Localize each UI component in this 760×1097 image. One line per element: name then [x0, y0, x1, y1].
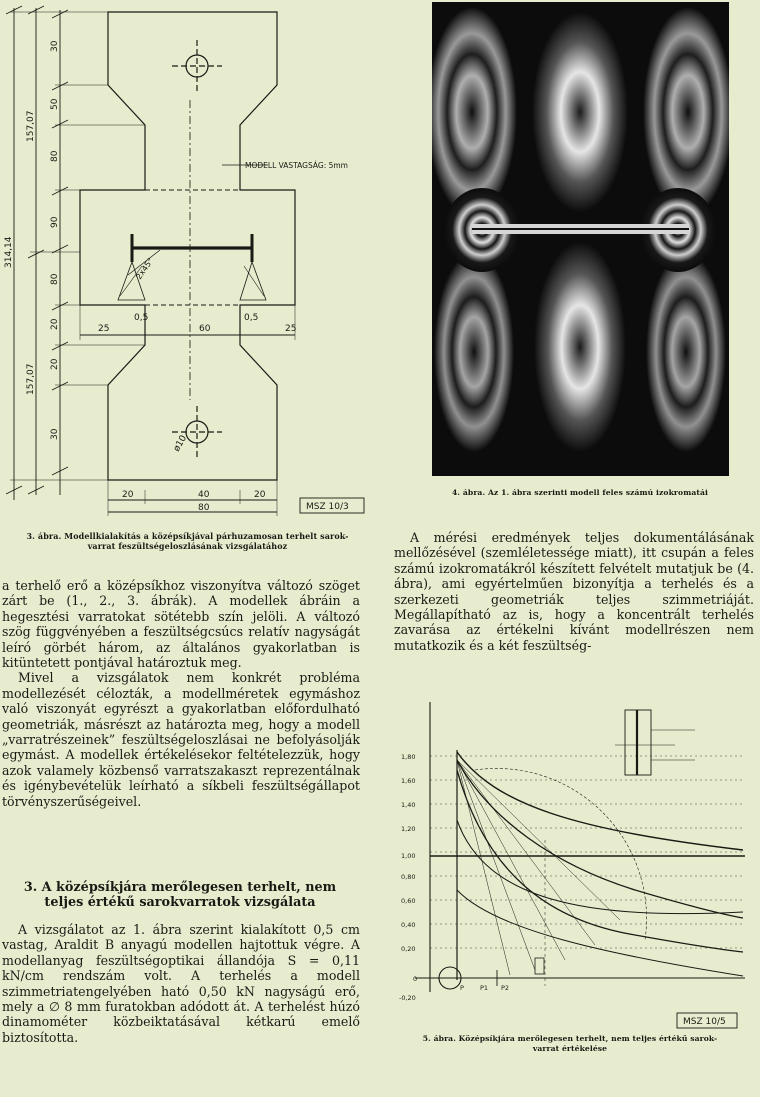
point-p: P: [460, 984, 464, 992]
dim-60-label: 60: [199, 324, 211, 334]
figure-4-photo: [432, 2, 729, 476]
dim-20-mid-label: 20: [50, 358, 60, 370]
figure-5-caption: 5. ábra. Középsíkjára merőlegesen terhelt, nem teljes értékű sarok- varrat értékelése: [422, 1034, 718, 1053]
figure-3-caption: 3. ábra. Modellkialakítás a középsíkjával párhuzamosan terhelt sarok- varrat feszültségeloszlásának vizsgálatához: [26, 531, 349, 551]
y-tick-8: 0,40: [401, 921, 416, 929]
y-tick-11: -0,20: [399, 994, 416, 1002]
dim-bottom-20b-label: 20: [254, 490, 266, 500]
y-tick-3: 1,40: [401, 801, 416, 809]
y-tick-9: 0,20: [401, 945, 416, 953]
y-tick-10: 0: [413, 975, 418, 983]
dim-25-left-label: 25: [98, 324, 110, 334]
point-p2: P2: [501, 984, 510, 992]
dim-25-right-label: 25: [285, 324, 297, 334]
dim-90-label: 90: [50, 216, 60, 228]
dim-80-lower-label: 80: [50, 273, 60, 285]
paragraph-2: Mivel a vizsgálatok nem konkrét probléma modellezését célozták, a modellméretek egymáshoz való viszonyát egyrészt a gyakorlatban előfordulható geometriák, másrészt az határozta meg, hogy a modell „varratrészeinek” feszültségeloszlásai ne befolyásolják egymást. A modellek értékelésekor feltételezzük, hogy azok valamely közbenső varratszakaszt reprezentálnak és igénybevételük leírható a síkbeli feszültségállapot törvényszerűségeivel.: [2, 670, 360, 809]
paragraph-1: a terhelő erő a középsíkhoz viszonyítva változó szöget zárt be (1., 2., 3. ábrák). A modellek ábráin a hegesztési varratokat sötétebb szín jelöli. A változó szög függvényében a feszültségcsúcs relatív nagyságát leíró görbét három, az általános gyakorlatban is kitüntetett pontjával határoztuk meg.: [2, 578, 360, 671]
paragraph-4: A mérési eredmények teljes dokumentálásának mellőzésével (szemléletessége miatt), itt csupán a feles számú izokromatákról készített felvételt mutatjuk be (4. ábra), ami egyértelműen bizonyítja a terhelés és a szerkezeti geometriák teljes szimmetriáját. Megállapítható az is, hogy a koncentrált terhelés zavarása az értékelni kívánt modellrészen nem mutatkozik és a két feszültség-: [394, 530, 754, 653]
dim-05-right-label: 0,5: [244, 313, 259, 323]
paragraph-3: A vizsgálatot az 1. ábra szerint kialakított 0,5 cm vastag, Araldit B anyagú modellen hajtottuk végre. A modellanyag feszültségoptikai állandója S = 0,11 kN/cm rendszám volt. A terhelés a modell szimmetriatengelyében ható 0,50 kN nagyságú erő, mely a ∅ 8 mm furatokban adódott át. A terhelést húzó dinamométer közbeiktatásával kétkarú emelő biztosította.: [2, 922, 360, 1045]
figure-5-diagram: [385, 690, 755, 1035]
curve-1: [457, 752, 743, 850]
figure-3-stamp: MSZ 10/3: [306, 502, 349, 512]
y-tick-7: 0,60: [401, 897, 416, 905]
curve-4: [457, 820, 743, 914]
y-tick-5: 1,00: [401, 852, 416, 860]
figure-3-drawing: [0, 0, 375, 525]
dim-lower-label: 157,07: [26, 363, 36, 395]
y-tick-4: 1,20: [401, 825, 416, 833]
dim-bottom-80-label: 80: [198, 503, 210, 513]
dim-30-bottom-label: 30: [50, 428, 60, 440]
dim-upper-label: 157,07: [26, 110, 36, 142]
dim-bottom-40-label: 40: [198, 490, 210, 500]
weld-label: 2x45°: [134, 256, 156, 282]
hole-label: ø10: [171, 433, 190, 454]
dim-50-label: 50: [50, 98, 60, 110]
dim-bottom-20a-label: 20: [122, 490, 134, 500]
right-column-text: [394, 530, 754, 653]
section-heading: 3. A középsíkjára merőlegesen terhelt, nem teljes értékű sarokvarratok vizsgálata: [23, 880, 337, 910]
y-tick-6: 0,80: [401, 873, 416, 881]
dim-20-left-label: 20: [50, 318, 60, 330]
figure-4-caption: 4. ábra. Az 1. ábra szerinti modell feles számú izokromatái: [452, 488, 708, 497]
left-column-text: [2, 578, 360, 809]
dim-30-top-label: 30: [50, 40, 60, 52]
y-tick-1: 1,80: [401, 753, 416, 761]
dim-80-label: 80: [50, 150, 60, 162]
thickness-note: MODELL VASTAGSÁG: 5mm: [245, 161, 348, 170]
figure-5-stamp: MSZ 10/5: [683, 1017, 726, 1027]
dim-05-left-label: 0,5: [134, 313, 149, 323]
curve-3: [457, 770, 743, 952]
model-outline: [80, 12, 295, 480]
y-tick-2: 1,60: [401, 777, 416, 785]
dim-total-label: 314,14: [4, 236, 14, 268]
left-column-text-2: [2, 922, 360, 1045]
point-p1: P1: [480, 984, 489, 992]
